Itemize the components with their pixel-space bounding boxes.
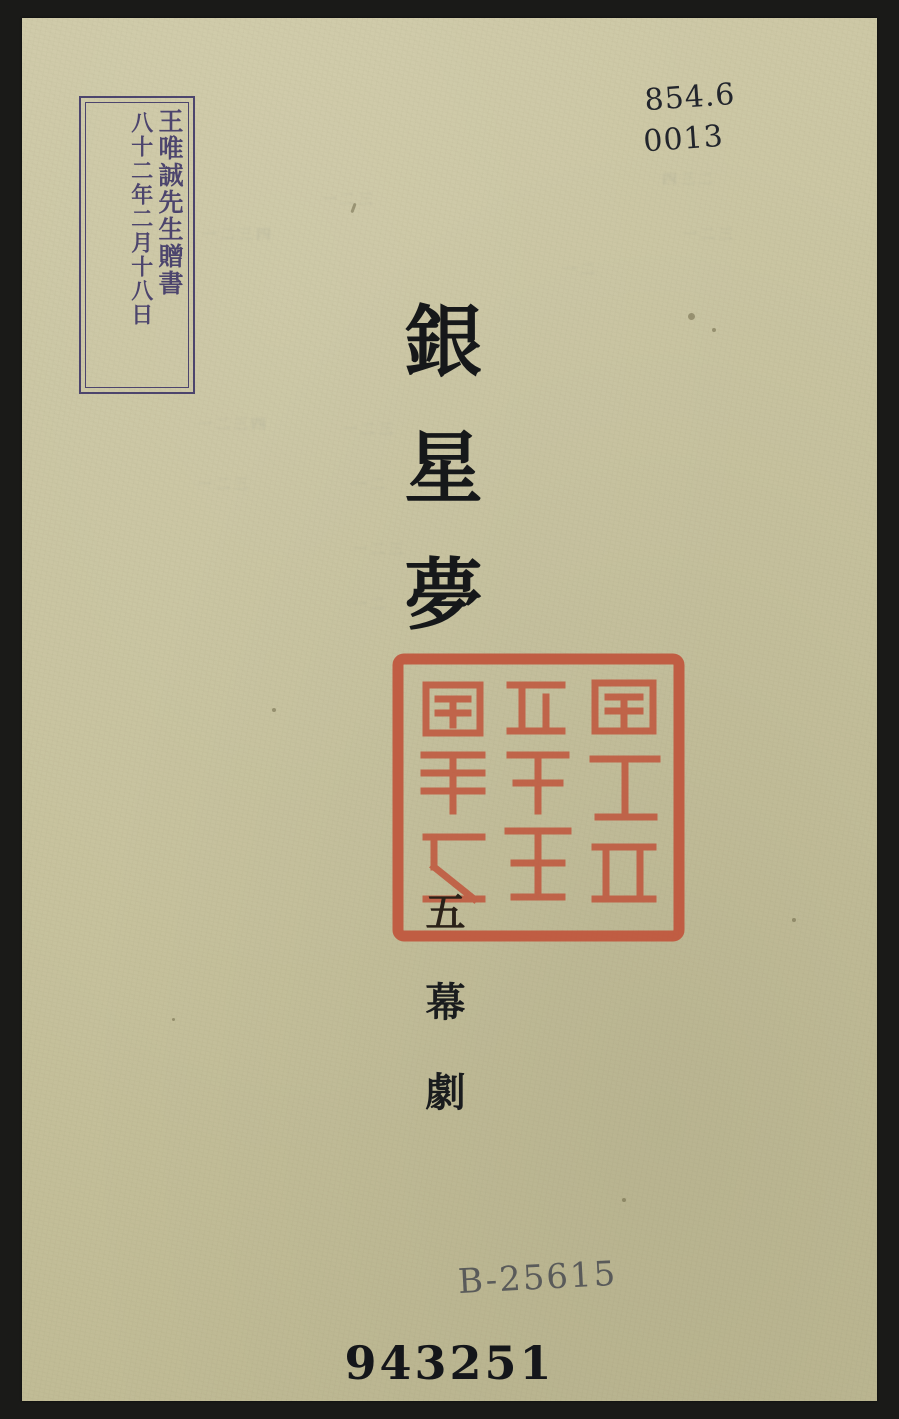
call-number-line-2: 0013 bbox=[642, 118, 725, 159]
call-number-line-1: 854.6 bbox=[643, 76, 737, 119]
paper-sheet bbox=[22, 18, 877, 1401]
subtitle-char-2: 幕 bbox=[425, 980, 466, 1026]
title-char-3: 夢 bbox=[404, 550, 483, 641]
pencil-accession-mark: B-25615 bbox=[457, 1253, 619, 1303]
book-subtitle bbox=[22, 868, 877, 1138]
title-char-1: 銀 bbox=[404, 298, 483, 388]
accession-number: 943251 bbox=[344, 1336, 555, 1390]
paper-speck bbox=[350, 203, 356, 213]
paper-speck bbox=[272, 708, 276, 712]
title-char-2: 星 bbox=[404, 424, 483, 515]
donor-stamp-line-1: 王唯誠先生贈書 bbox=[155, 108, 184, 297]
call-number bbox=[643, 75, 739, 162]
book-title bbox=[22, 280, 877, 659]
reverse-side-bleedthrough: ㆒㆓㆔㆕ ㆒㆓㆔ ㆕㆔㆓ ㆒㆓㆔ ㆒㆓㆔㆕ ㆒㆓㆔ ㆒㆓ ㆒㆓㆔ ㆒㆓㆔ ㆒㆓ ㆒㆓ bbox=[197, 170, 737, 613]
paper-speck bbox=[622, 1198, 626, 1202]
donor-stamp-line-2: 八十二年二月十八日 bbox=[127, 111, 153, 327]
subtitle-char-1: 五 bbox=[425, 890, 466, 936]
subtitle-char-3: 劇 bbox=[425, 1070, 466, 1116]
